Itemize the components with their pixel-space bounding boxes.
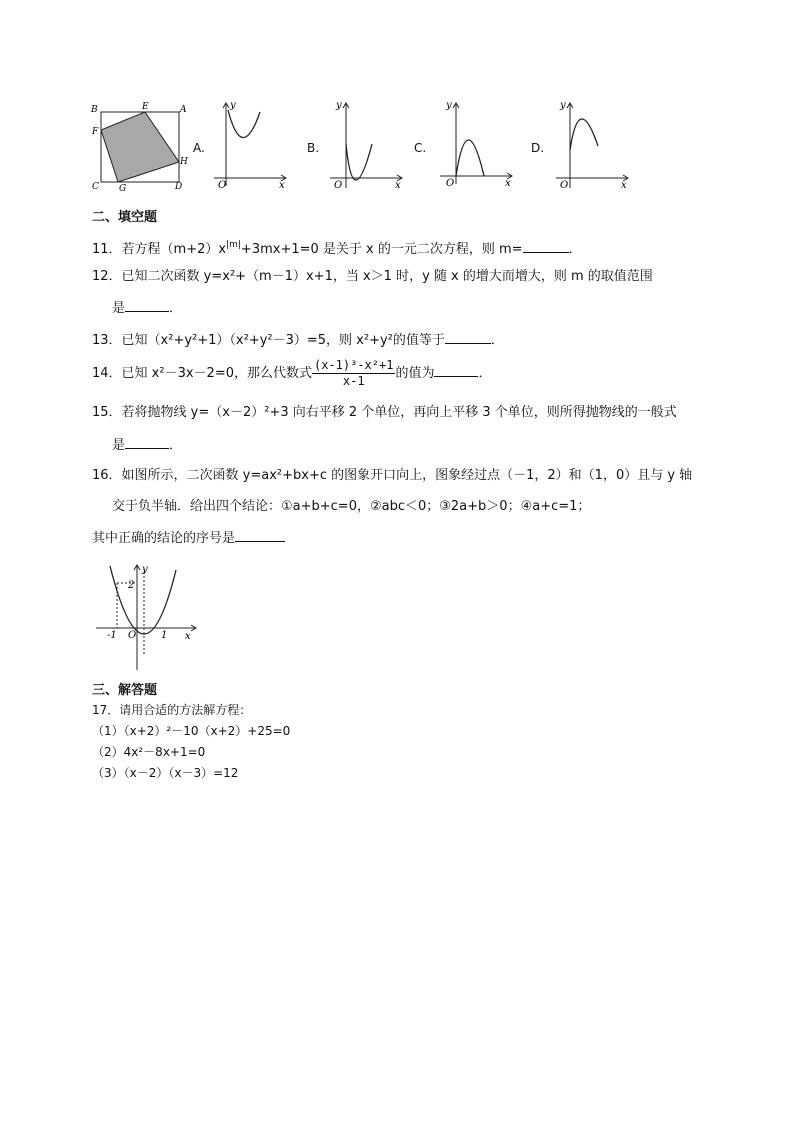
axis-y-label: y [142,564,148,575]
tick-2: 2 [128,580,135,591]
label-A: A [180,105,187,115]
axis-x-label: x [279,180,285,191]
label-D: D [175,182,183,192]
label-G: G [119,184,127,192]
question-12: 12．已知二次函数 y=x²+（m－1）x+1，当 x＞1 时，y 随 x 的增大而增大，则 m 的取值范围 [92,269,653,284]
answer-blank[interactable] [125,436,169,449]
origin-label: O [128,630,137,641]
square-figure [90,100,190,192]
option-c-graph[interactable] [436,98,516,192]
fraction-expression: $\frac{\text{(x-1)³-x²+1}}{x-1}$ [313,358,394,388]
label-H: H [180,157,188,167]
question-17-stem: 17．请用合适的方法解方程： [92,703,252,717]
axis-x-label: x [621,180,627,191]
tick-neg1: -1 [107,630,117,641]
question-15-continued: 是 ． [112,438,183,453]
answer-blank[interactable] [523,240,569,253]
question-12-continued: 是 ． [112,301,183,316]
question-16-graph [92,560,202,672]
question-14: 14．已知 x²－3x－2=0，那么代数式 $\frac{\text{(x-1)³-x²+1}}{x-1}$ 的值为 ． [92,358,492,388]
section-title-fill-blank: 二、填空题 [92,210,158,225]
axis-x-label: x [395,180,401,191]
axis-y-label: y [446,100,452,111]
answer-blank[interactable] [125,299,169,312]
origin-label: O [334,180,343,191]
axis-y-label: y [336,100,342,111]
question-15: 15．若将抛物线 y=（x－2）²+3 向右平移 2 个单位，再向上平移 3 个单位，则所得抛物线的一般式 [92,405,677,420]
axis-x-label: x [185,631,191,642]
axis-y-label: y [230,100,236,111]
label-E: E [142,102,149,112]
origin-label: O [560,180,569,191]
question-17-part1: （1）（x+2）²－10（x+2）+25=0 [92,724,291,738]
axis-x-label: x [505,178,511,189]
axis-y-label: y [560,100,566,111]
question-16-continued: 交于负半轴．给出四个结论：①a+b+c=0，②abc＜0；③2a+b＞0；④a+c=1； [112,499,591,514]
question-17-part3: （3）（x－2）（x－3）=12 [92,766,239,780]
origin-label: O [446,178,455,189]
label-B: B [91,105,98,115]
origin-label: O [218,180,227,191]
question-16-prompt: 其中正确的结论的序号是 [92,529,285,548]
option-d-label[interactable]: D. [531,141,545,155]
answer-blank[interactable] [445,331,491,344]
answer-blank[interactable] [434,364,478,377]
question-11: 11．若方程$(m+2)x^{|m|}+3mx+1=0$ 是关于 x 的一元二次方程，则 m= ． [92,240,582,257]
section-title-solve: 三、解答题 [92,683,158,698]
label-F: F [92,127,99,137]
option-a-label[interactable]: A. [193,141,205,155]
option-d-graph[interactable] [552,98,632,192]
option-b-label[interactable]: B. [307,141,320,155]
label-C: C [92,182,99,192]
question-16: 16．如图所示，二次函数 y=ax²+bx+c 的图象开口向上，图象经过点（－1，2）和（1，0）且与 y 轴 [92,468,693,483]
question-13: 13．已知（x²+y²+1）（x²+y²－3）=5，则 x²+y²的值等于 ． [92,333,504,348]
answer-blank[interactable] [235,529,285,542]
option-c-label[interactable]: C. [414,141,427,155]
option-b-graph[interactable] [326,98,406,192]
tick-1: 1 [161,630,168,641]
question-17-part2: （2）4x²－8x+1=0 [92,745,206,759]
option-a-graph[interactable] [210,98,290,192]
